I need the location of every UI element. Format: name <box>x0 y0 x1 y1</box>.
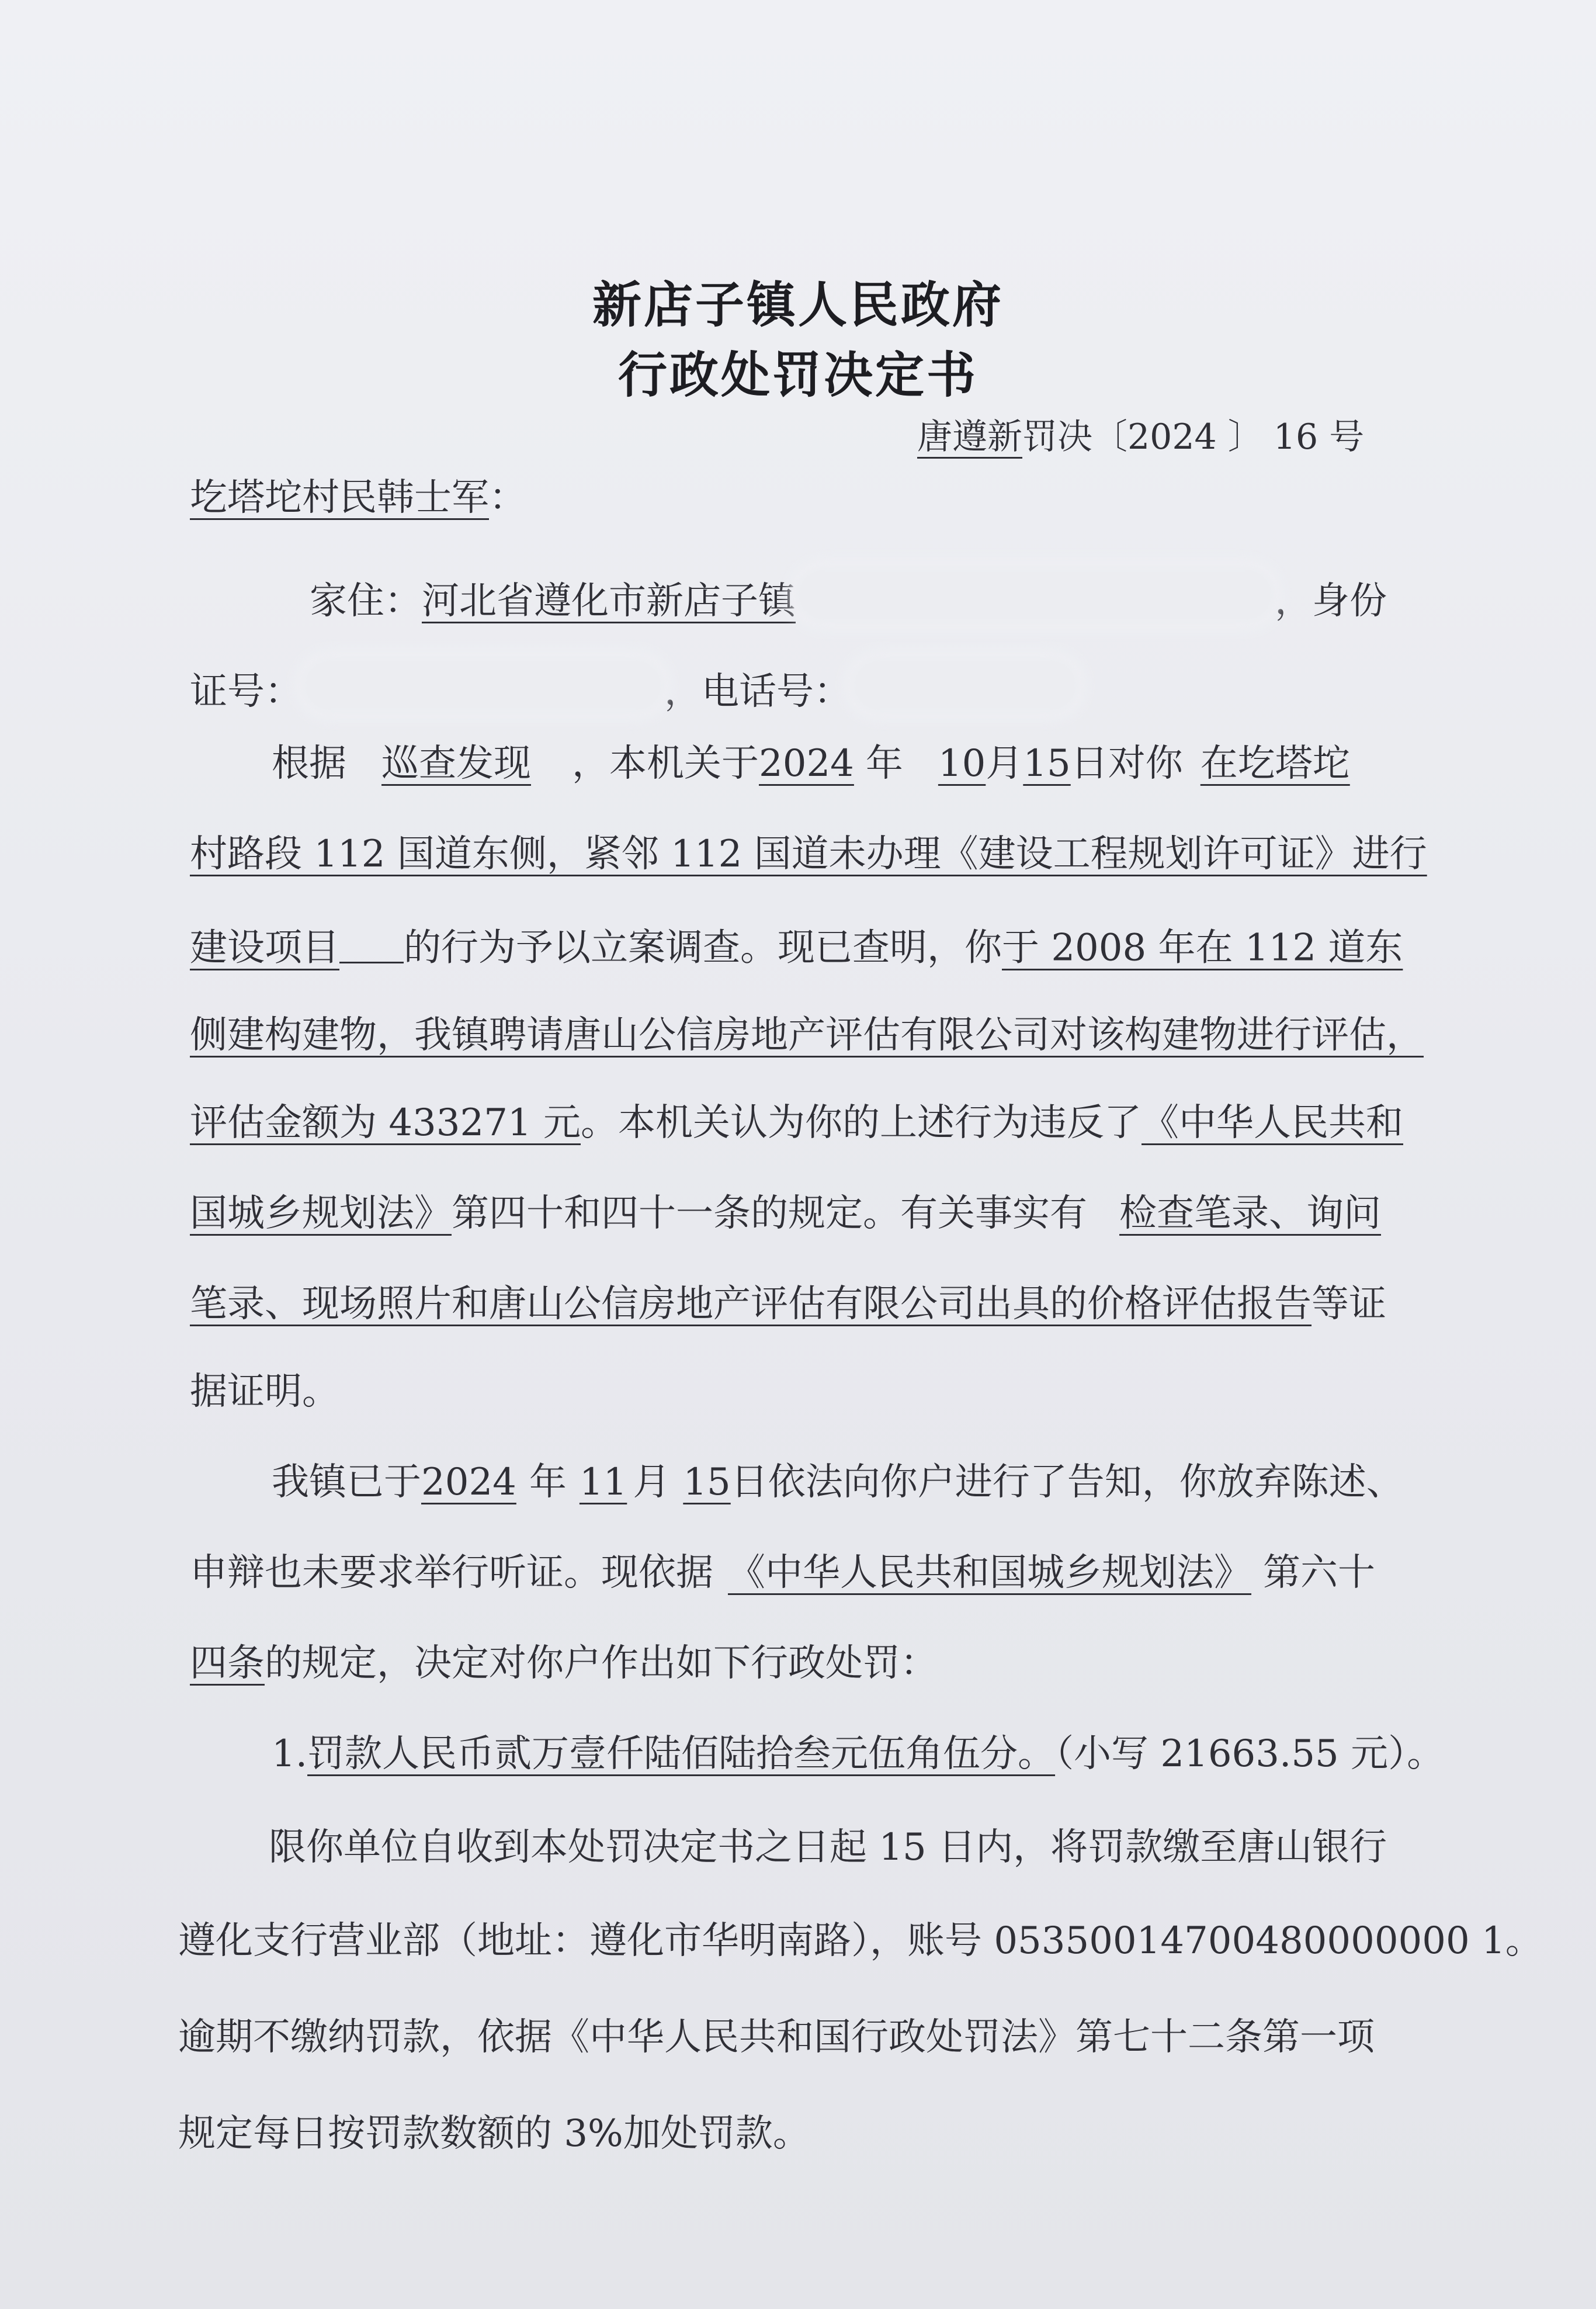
law-title: 《中华人民共和 <box>1142 1101 1403 1145</box>
redacted-phone-block <box>851 657 1079 713</box>
paragraph1-line3 <box>190 926 1403 970</box>
document-number <box>917 409 1364 459</box>
penalty-item-1 <box>272 1732 1445 1776</box>
evidence-list: 笔录、现场照片和唐山公信房地产评估有限公司出具的价格评估报告 <box>190 1282 1312 1326</box>
id-phone-line <box>190 657 1079 713</box>
case-source <box>346 742 572 785</box>
text-segment: 于 2008 年在 112 道东 <box>1002 926 1403 970</box>
addressee-colon: ： <box>489 476 526 519</box>
text-segment: 申辩也未要求举行听证。现依据 <box>190 1551 713 1594</box>
law-title <box>713 1551 1251 1594</box>
law-title-text: 《中华人民共和国城乡规划法》 <box>728 1551 1251 1594</box>
paragraph4-line1: 限你单位自收到本处罚决定书之日起 15 日内，将罚款缴至唐山银行 <box>269 1826 1387 1869</box>
underline-blank <box>339 926 404 963</box>
text-segment: 。本机关认为你的上述行为违反了 <box>581 1101 1142 1145</box>
paragraph1-line7 <box>190 1282 1386 1326</box>
redacted-id-block <box>302 657 664 713</box>
notice-year: 2024 <box>421 1461 516 1504</box>
paragraph1-line2: 村路段 112 国道东侧，紧邻 112 国道未办理《建设工程规划许可证》进行 <box>190 833 1427 876</box>
redacted-address-block <box>796 567 1275 623</box>
org-title: 新店子镇人民政府 <box>592 276 1004 334</box>
appraisal-amount: 评估金额为 433271 元 <box>190 1101 581 1145</box>
paragraph2-line2 <box>190 1551 1375 1594</box>
penalty-amount-words: 罚款人民币贰万壹仟陆佰陆拾叁元伍角伍分。 <box>307 1732 1056 1776</box>
case-year: 2024 <box>759 742 854 785</box>
paragraph4-line3: 逾期不缴纳罚款，依据《中华人民共和国行政处罚法》第七十二条第一项 <box>178 2016 1375 2059</box>
case-source-text: 巡查发现 <box>381 742 531 785</box>
text-segment: 第六十 <box>1263 1551 1375 1594</box>
case-month-text: 10 <box>938 742 986 785</box>
notice-day: 15 <box>683 1461 731 1504</box>
evidence-list <box>1087 1192 1381 1235</box>
home-label: 家住： <box>310 580 422 623</box>
paragraph1-line6 <box>190 1192 1381 1235</box>
paragraph2-line1 <box>272 1461 1404 1504</box>
paragraph4-line4: 规定每日按罚款数额的 3%加处罚款。 <box>178 2112 810 2155</box>
paragraph1-line1 <box>272 742 1350 785</box>
paragraph4-line2: 遵化支行营业部（地址：遵化市华明南路），账号 05350014700480000000 1。 <box>178 1919 1543 1963</box>
phone-label: ，电话号： <box>664 670 851 713</box>
penalty-number: 1. <box>272 1732 308 1776</box>
text-segment: 根据 <box>272 742 346 785</box>
paragraph2-line3 <box>190 1642 938 1685</box>
paragraph1-line8: 据证明。 <box>190 1370 339 1413</box>
text-segment: 我镇已于 <box>272 1461 421 1504</box>
home-address: 河北省遵化市新店子镇 <box>422 580 796 623</box>
notice-month: 11 <box>579 1461 627 1504</box>
doc-number-prefix: 唐遵新 <box>917 417 1022 457</box>
case-month <box>903 742 986 785</box>
text-segment: 日对你 <box>1070 742 1183 785</box>
address-line <box>310 567 1387 623</box>
id-label-end: ，身份 <box>1275 580 1387 623</box>
id-label: 证号： <box>190 670 302 713</box>
text-segment: 月 <box>986 742 1023 785</box>
text-segment: 年 <box>865 742 903 785</box>
addressee-name: 圪塔坨村民韩士军 <box>190 476 489 519</box>
doc-title: 行政处罚决定书 <box>617 346 978 404</box>
penalty-amount-figures: （小写 21663.55 元）。 <box>1055 1732 1445 1776</box>
article-number: 四条 <box>190 1642 265 1685</box>
evidence-text: 检查笔录、询问 <box>1119 1192 1381 1235</box>
doc-number-suffix: 16 号 <box>1273 417 1365 457</box>
text-segment: 的行为予以立案调查。现已查明，你 <box>404 926 1002 970</box>
case-day: 15 <box>1023 742 1071 785</box>
law-title: 国城乡规划法》 <box>190 1192 452 1235</box>
text-segment: 的规定，决定对你户作出如下行政处罚： <box>265 1642 938 1685</box>
text-segment: 等证 <box>1312 1282 1386 1326</box>
text-segment: 第四十和四十一条的规定。有关事实有 <box>452 1192 1087 1235</box>
paragraph1-line4: 侧建构建物，我镇聘请唐山公信房地产评估有限公司对该构建物进行评估， <box>190 1014 1424 1057</box>
paragraph1-line5 <box>190 1101 1403 1145</box>
text-segment: 日依法向你户进行了告知，你放弃陈述、 <box>730 1461 1404 1504</box>
text-segment: 建设项目 <box>190 926 339 970</box>
text-segment: 年 <box>529 1461 567 1504</box>
text-segment: 月 <box>633 1461 671 1504</box>
addressee-line <box>190 476 526 519</box>
doc-number-mid: 罚决〔2024 〕 <box>1022 417 1263 457</box>
text-segment: ，本机关于 <box>572 742 759 785</box>
case-location: 在圪塔坨 <box>1200 742 1350 785</box>
